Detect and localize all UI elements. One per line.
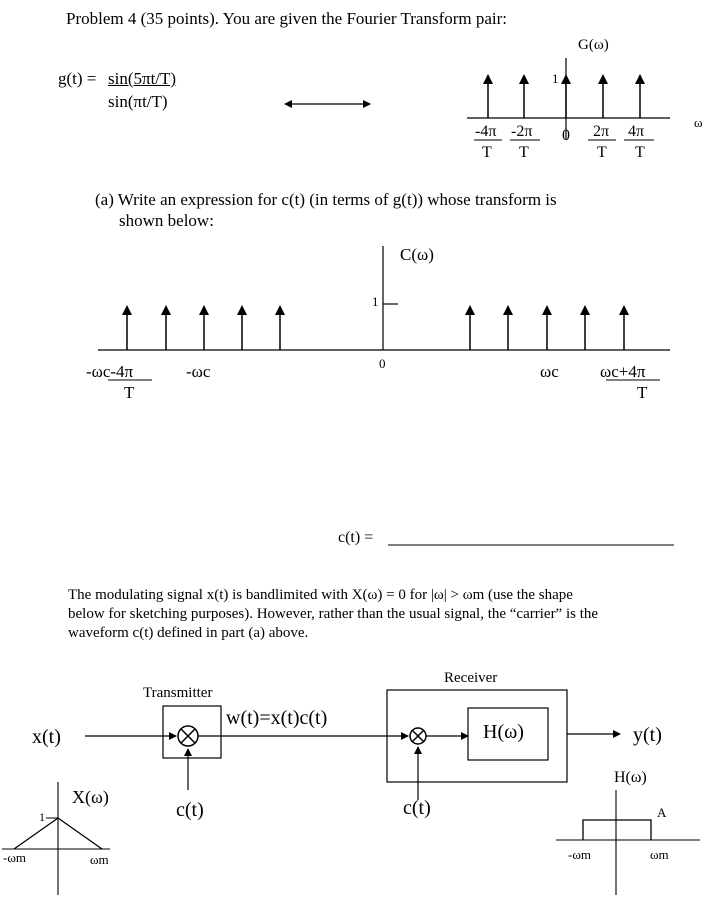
carrier-tx-label: c(t) — [176, 799, 204, 821]
G-tick-den: T — [635, 144, 645, 161]
H-pos-wm: ωm — [650, 847, 669, 862]
C-tick-den: T — [637, 383, 648, 402]
H-amplitude-label: A — [657, 805, 667, 820]
carrier-rx-label: c(t) — [403, 797, 431, 819]
C-zero-label: 0 — [379, 356, 386, 371]
C-tick-den: T — [124, 383, 135, 402]
G-tick-num: 0 — [562, 127, 570, 144]
C-impulse — [199, 305, 209, 350]
H-omega-plot — [556, 790, 700, 895]
G-impulse — [635, 74, 645, 118]
answer-label: c(t) = — [338, 529, 374, 546]
paragraph-line: below for sketching purposes). However, rather than the usual signal, the “carrier” is the — [68, 606, 599, 622]
G-tick-num: -4π — [475, 123, 497, 140]
C-tick-minus-wc: -ωc — [186, 362, 211, 381]
g-numerator: sin(5πt/T) — [108, 69, 177, 88]
X-pos-wm: ωm — [90, 852, 109, 867]
X-title: X(ω) — [72, 787, 109, 807]
G-impulse — [561, 74, 571, 118]
paragraph-line: waveform c(t) defined in part (a) above. — [68, 625, 309, 641]
g-denominator: sin(πt/T) — [108, 92, 168, 111]
C-one-label: 1 — [372, 294, 379, 309]
omega-axis-label: ω — [694, 115, 703, 130]
G-impulse — [519, 74, 529, 118]
H-title: H(ω) — [614, 769, 647, 786]
C-impulse — [580, 305, 590, 350]
part-a-prompt: (a) Write an expression for c(t) (in terms of g(t)) whose transform is — [95, 190, 557, 209]
block-diagram — [85, 690, 620, 800]
output-signal-label: y(t) — [633, 724, 662, 746]
G-tick-den: T — [519, 144, 529, 161]
receiver-label: Receiver — [444, 670, 498, 686]
C-impulse — [161, 305, 171, 350]
G-tick-den: T — [482, 144, 492, 161]
modulated-signal-label: w(t)=x(t)c(t) — [226, 707, 328, 729]
G-impulse — [598, 74, 608, 118]
transmitter-multiplier — [178, 726, 198, 746]
C-impulse — [619, 305, 629, 350]
G-tick-num: -2π — [511, 123, 533, 140]
G-tick-num: 2π — [593, 123, 610, 140]
problem-title: Problem 4 (35 points). You are given the Fourier Transform pair: — [66, 9, 508, 28]
C-impulse — [542, 305, 552, 350]
paragraph-line: The modulating signal x(t) is bandlimited with X(ω) = 0 for |ω| > ωm (use the shape — [68, 587, 573, 603]
G-title: G(ω) — [578, 37, 609, 53]
C-impulse — [122, 305, 132, 350]
G-tick-num: 4π — [628, 123, 645, 140]
G-impulse — [483, 74, 493, 118]
C-impulse — [275, 305, 285, 350]
H-neg-wm: -ωm — [568, 847, 591, 862]
C-tick-wc: ωc — [540, 362, 559, 381]
C-tick-wc-minus-4pi: -ωc-4π — [86, 362, 134, 381]
G-tick-den: T — [597, 144, 607, 161]
receiver-multiplier — [410, 728, 426, 744]
X-neg-wm: -ωm — [3, 850, 26, 865]
C-impulse — [503, 305, 513, 350]
C-tick-wc-plus-4pi: ωc+4π — [600, 362, 646, 381]
C-impulse — [237, 305, 247, 350]
H-rect — [583, 820, 651, 840]
C-title: C(ω) — [400, 245, 434, 264]
input-signal-label: x(t) — [32, 726, 61, 748]
g-label: g(t) = — [58, 69, 97, 88]
G-one-label: 1 — [552, 71, 559, 86]
H-filter-label: H(ω) — [483, 721, 524, 743]
C-impulse — [465, 305, 475, 350]
X-one-label: 1 — [39, 810, 45, 824]
transmitter-label: Transmitter — [143, 685, 213, 701]
part-a-prompt-cont: shown below: — [119, 211, 214, 230]
